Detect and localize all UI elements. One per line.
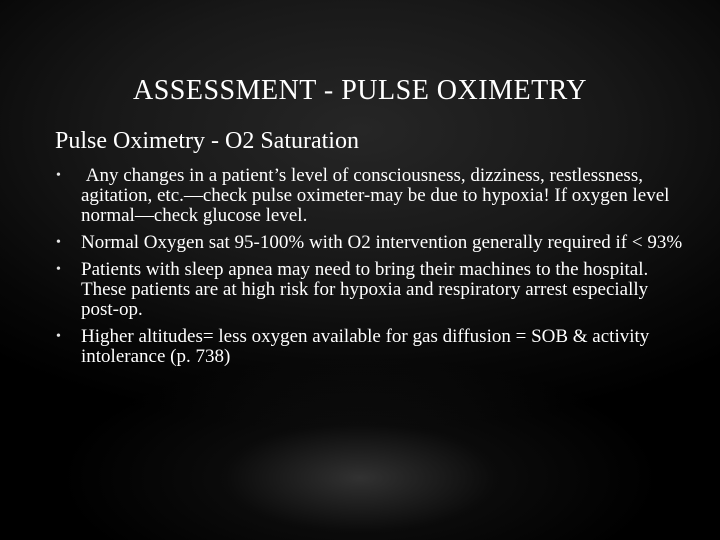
bullet-text: Higher altitudes= less oxygen available for gas diffusion = SOB & activity intolerance (p. 738) <box>81 326 650 367</box>
bullet-list <box>56 166 686 374</box>
slide-title: ASSESSMENT - PULSE OXIMETRY <box>132 75 588 106</box>
bullet-text: Any changes in a patient’s level of consciousness, dizziness, restlessness, agitation, etc.—check pulse oximeter-may be due to hypoxia! If oxygen level normal—check glucose level. <box>81 165 675 226</box>
slide-subtitle: Pulse Oximetry - O2 Saturation <box>55 128 359 154</box>
bullet-item <box>56 233 686 253</box>
bullet-text: Patients with sleep apnea may need to bring their machines to the hospital. These patients are at high risk for hypoxia and respiratory arrest especially post-op. <box>81 259 649 320</box>
bullet-icon: • <box>56 262 61 277</box>
bullet-icon: • <box>56 329 61 344</box>
bullet-item <box>56 327 686 367</box>
bullet-item <box>56 166 686 226</box>
bullet-icon: • <box>56 168 61 183</box>
bullet-icon: • <box>56 235 61 250</box>
bullet-text: Normal Oxygen sat 95-100% with O2 intervention generally required if < 93% <box>81 232 683 253</box>
bullet-item <box>56 260 686 320</box>
